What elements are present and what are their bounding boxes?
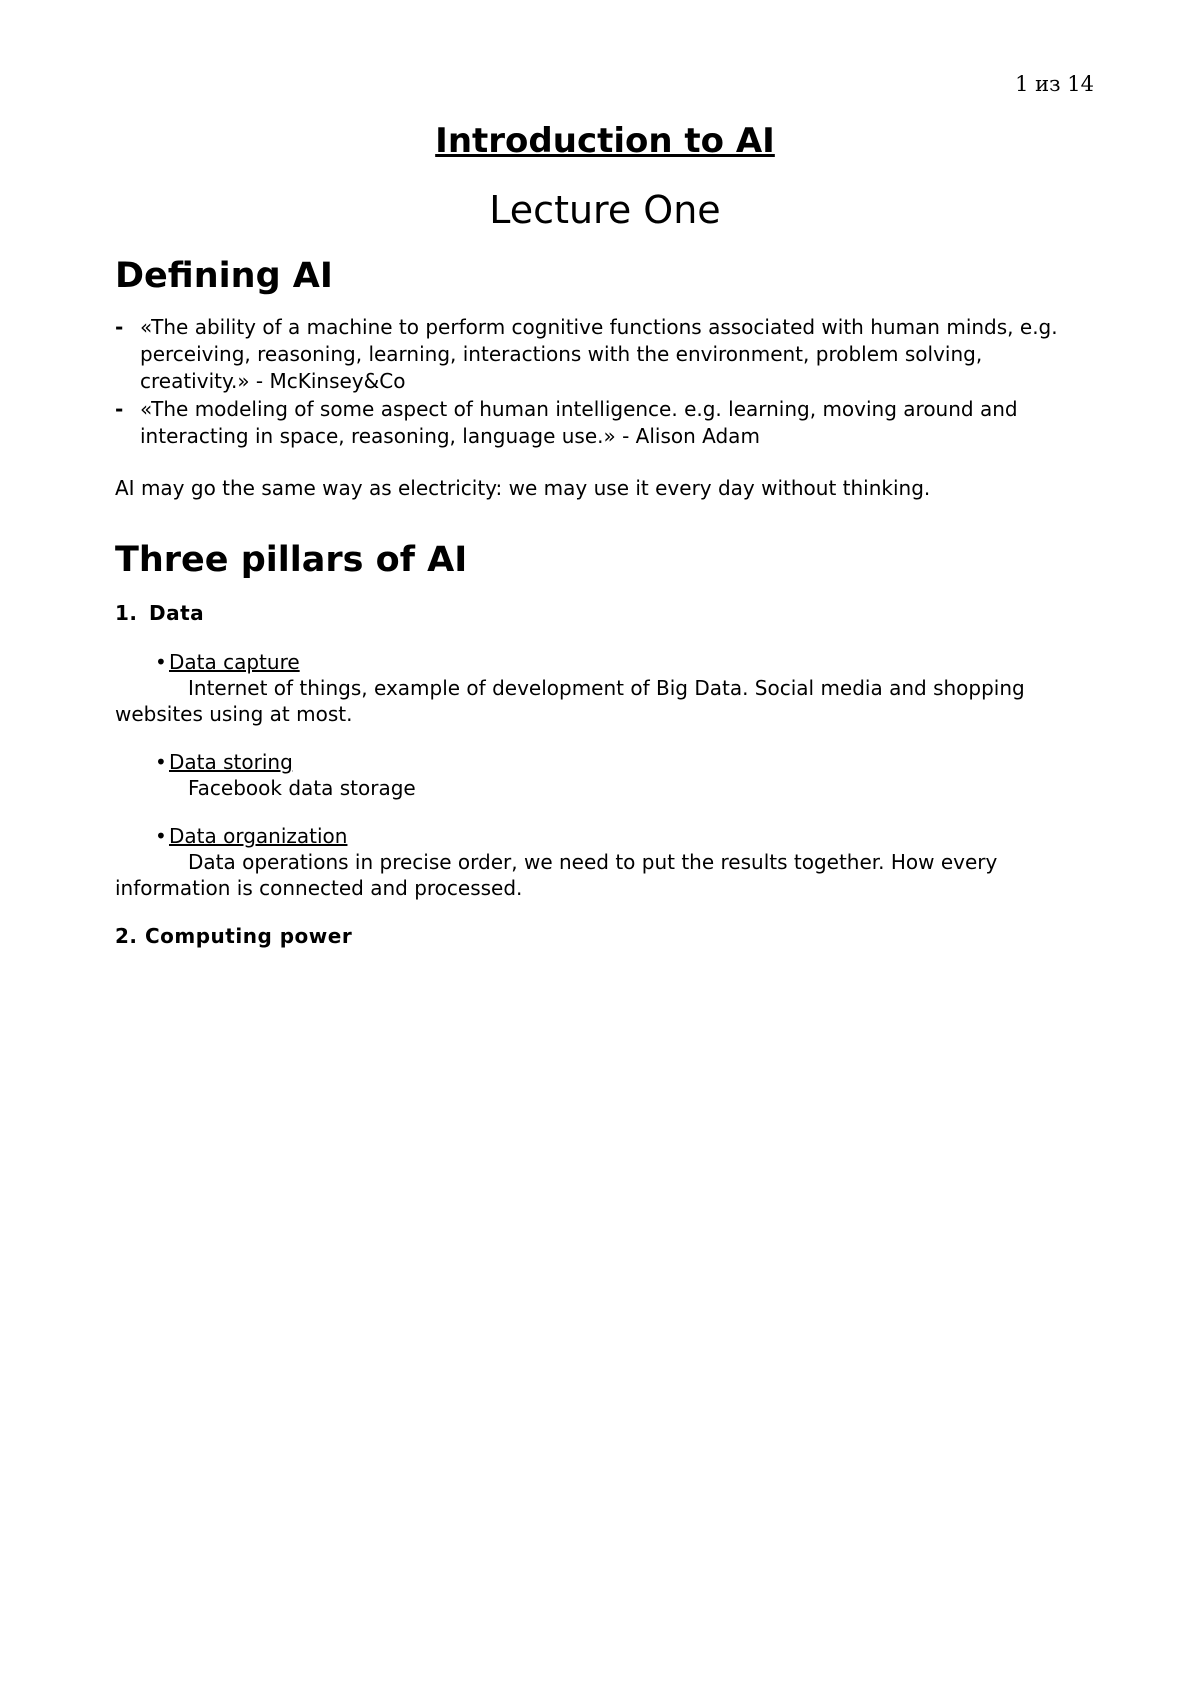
definition-text: «The ability of a machine to perform cognitive functions associated with human minds, e.g. perceiving, reasoning, learning, interactions with the environment, problem solving, creativity.» - McKinsey&Co [140, 315, 1058, 393]
bullet-description: Data operations in precise order, we need to put the results together. How every information is connected and processed. [115, 850, 998, 900]
bullet-line [115, 823, 1095, 849]
bullet-icon: • [155, 650, 167, 674]
numbered-item-computing-power: 2. Computing power [115, 924, 353, 948]
bullet-icon: • [155, 750, 167, 774]
dash-marker: - [115, 315, 124, 339]
document-subtitle: Lecture One [489, 188, 721, 232]
bullet-label: Data capture [169, 650, 300, 674]
document-content [115, 120, 1095, 950]
dash-marker: - [115, 397, 124, 421]
bullet-data-storing [115, 749, 1095, 801]
definition-list [115, 314, 1095, 450]
bullet-label: Data organization [169, 824, 348, 848]
electricity-paragraph: AI may go the same way as electricity: we may use it every day without thinking. [115, 476, 931, 500]
section-heading-three-pillars: Three pillars of AI [115, 540, 468, 580]
bullet-line [115, 749, 1095, 775]
bullet-icon: • [155, 824, 167, 848]
bullet-data-capture [115, 649, 1095, 727]
definition-item [115, 396, 1095, 450]
bullet-description: Internet of things, example of development of Big Data. Social media and shopping websites using at most. [115, 676, 1025, 726]
bullet-line [115, 649, 1095, 675]
definition-item [115, 314, 1095, 395]
definition-text: «The modeling of some aspect of human intelligence. e.g. learning, moving around and interacting in space, reasoning, language use.» - Alison Adam [140, 397, 1018, 448]
item-label: Data [149, 601, 205, 625]
page-number: 1 из 14 [1015, 72, 1094, 96]
bullet-data-organization [115, 823, 1095, 901]
bullet-description: Facebook data storage [188, 776, 416, 800]
bullet-label: Data storing [169, 750, 293, 774]
item-number: 1. [115, 601, 138, 625]
section-heading-defining-ai: Defining AI [115, 256, 333, 296]
numbered-item-data [115, 600, 1095, 627]
document-title: Introduction to AI [435, 121, 775, 161]
